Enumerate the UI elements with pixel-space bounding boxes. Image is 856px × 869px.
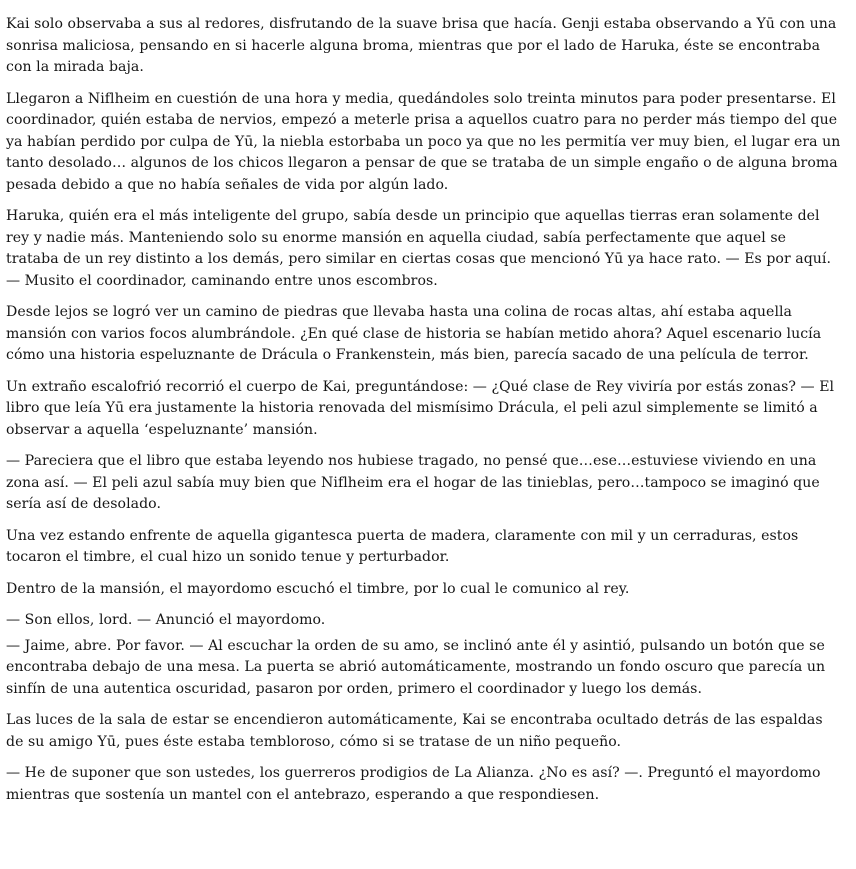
paragraph-3: Haruka, quién era el más inteligente del grupo, sabía desde un principio que aquellas tierras eran solamente del rey y nadie más. Manteniendo solo su enorme mansión en aquella ciudad, sabía perfectamente que aquel se trataba de un rey distinto a los demás, pero similar en ciertas cosas que mencionó Yū ya hace rato. — Es por aquí. — Musito el coordinador, caminando entre unos escombros.	[6, 208, 832, 289]
paragraph-11: Las luces de la sala de estar se encendieron automáticamente, Kai se encontraba ocultado detrás de las espaldas de su amigo Yū, pues éste estaba tembloroso, cómo si se tratase de un niño pequeño.	[6, 712, 823, 750]
paragraph-1: Kai solo observaba a sus al redores, disfrutando de la suave brisa que hacía. Genji estaba observando a Yū con una sonrisa maliciosa, pensando en si hacerle alguna broma, mientras que por el lado de Haruka, éste se encontraba con la mirada baja.	[6, 16, 837, 75]
paragraph-2: Llegaron a Niflheim en cuestión de una hora y media, quedándoles solo treinta minutos para poder presentarse. El coordinador, quién estaba de nervios, empezó a meterle prisa a aquellos cuatro para no perder más tiempo del que ya habían perdido por culpa de Yū, la niebla estorbaba un poco ya que no les permitía ver muy bien, el lugar era un tanto desolado… algunos de los chicos llegaron a pensar de que se trataba de un simple engaño o de alguna broma pesada debido a que no había señales de vida por algún lado.	[6, 90, 841, 193]
document-body	[6, 14, 842, 816]
paragraph-9: — Son ellos, lord. — Anunció el mayordomo.	[6, 612, 326, 628]
paragraph-8: Dentro de la mansión, el mayordomo escuchó el timbre, por lo cual le comunico al rey.	[6, 580, 630, 597]
paragraph-10: — Jaime, abre. Por favor. — Al escuchar la orden de su amo, se inclinó ante él y asintió, pulsando un botón que se encontraba debajo de una mesa. La puerta se abrió automáticamente, mostrando un fondo oscuro que parecía un sinfín de una autentica oscuridad, pasaron por orden, primero el coordinador y luego los demás.	[6, 637, 826, 697]
paragraph-6: — Pareciera que el libro que estaba leyendo nos hubiese tragado, no pensé que…ese…estuviese viviendo en una zona así. — El peli azul sabía muy bien que Niflheim era el hogar de las tinieblas, pero…tampoco se imaginó que sería así de desolado.	[6, 453, 820, 512]
paragraph-7: Una vez estando enfrente de aquella gigantesca puerta de madera, claramente con mil y un cerraduras, estos tocaron el timbre, el cual hizo un sonido tenue y perturbador.	[6, 527, 799, 565]
paragraph-12: — He de suponer que son ustedes, los guerreros prodigios de La Alianza. ¿No es así? —. Preguntó el mayordomo mientras que sostenía un mantel con el antebrazo, esperando a que respondiesen.	[6, 765, 821, 803]
paragraph-5: Un extraño escalofrió recorrió el cuerpo de Kai, preguntándose: — ¿Qué clase de Rey viviría por estás zonas? — El libro que leía Yū era justamente la historia renovada del mismísimo Drácula, el peli azul simplemente se limitó a observar a aquella ‘espeluznante’ mansión.	[6, 378, 835, 438]
paragraph-4: Desde lejos se logró ver un camino de piedras que llevaba hasta una colina de rocas altas, ahí estaba aquella mansión con varios focos alumbrándole. ¿En qué clase de historia se habían metido ahora? Aquel escenario lucía cómo una historia espeluznante de Drácula o Frankenstein, más bien, parecía sacado de una película de terror.	[6, 304, 822, 363]
